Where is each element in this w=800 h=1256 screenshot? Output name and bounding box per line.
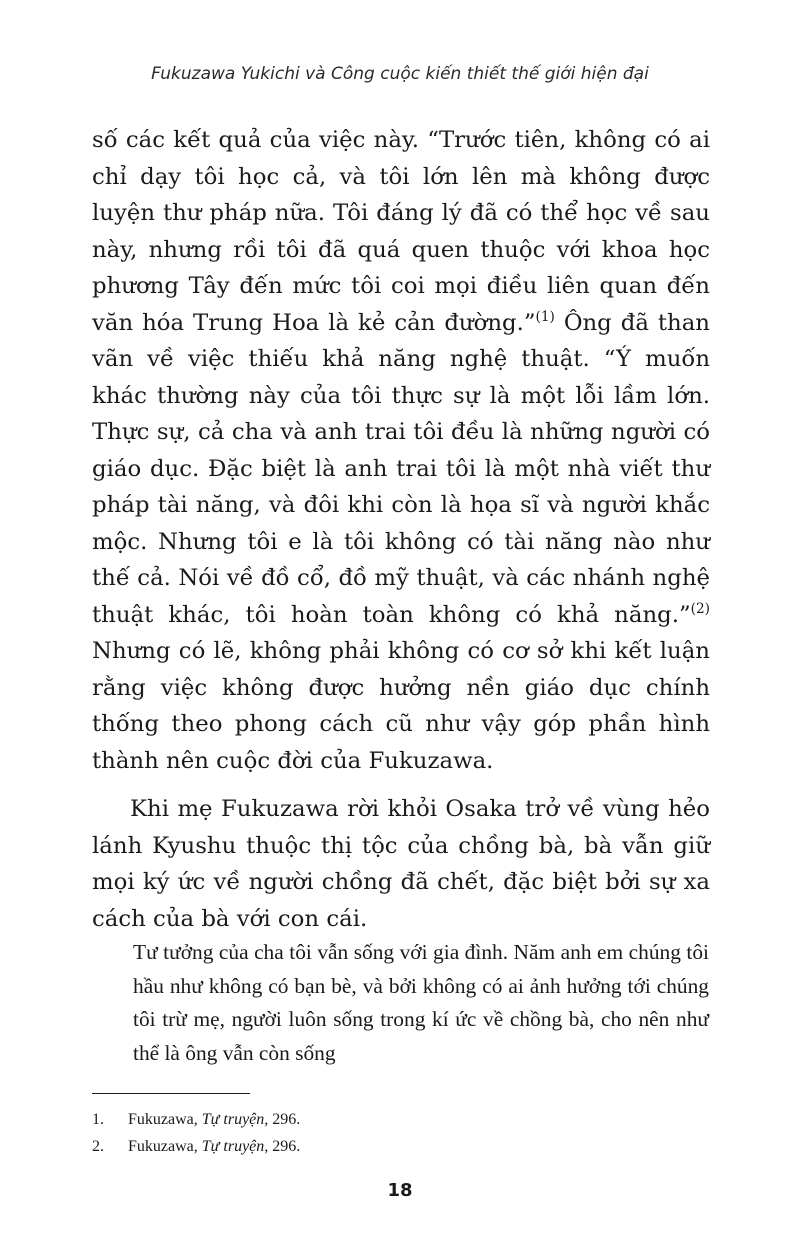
paragraph-text: số các kết quả của việc này. “Trước tiên, không có ai chỉ dạy tôi học cả, và tôi lớn lên mà không được luyện thư pháp nữa. Tôi đáng lý đã có thể học về sau này, nhưng rồi tôi đã quá quen thuộc với khoa học phương Tây đến mức tôi coi mọi điều liên quan đến văn hóa Trung Hoa là kẻ cản đường.” (92, 127, 710, 336)
main-text (92, 122, 710, 937)
footnote-page: , 296. (264, 1138, 301, 1155)
quote-text: Tư tưởng của cha tôi vẫn sống với gia đình. Năm anh em chúng tôi hầu như không có bạn bè, và bởi không có ai ảnh hưởng tới chúng tôi trừ mẹ, người luôn sống trong kí ức về chồng bà, cho nên như thể là ông vẫn còn sống (133, 940, 709, 1065)
footnote-author: Fukuzawa, (128, 1138, 202, 1155)
footnote-text (128, 1133, 300, 1160)
footnote-ref: (1) (535, 308, 555, 325)
block-quote (133, 936, 709, 1070)
footnote-text (128, 1106, 300, 1133)
paragraph-text: Nhưng có lẽ, không phải không có cơ sở khi kết luận rằng việc không được hưởng nền giáo dục chính thống theo phong cách cũ như vậy góp phần hình thành nên cuộc đời của Fukuzawa. (92, 638, 710, 774)
footnote-ref: (2) (690, 600, 710, 617)
footnote-number: 2. (92, 1138, 104, 1155)
footnote-title: Tự truyện (201, 1111, 265, 1128)
footnote-item (92, 1106, 710, 1133)
page-number: 18 (387, 1180, 413, 1201)
footnote-page: , 296. (264, 1111, 301, 1128)
footnote-divider (92, 1093, 250, 1094)
running-header: Fukuzawa Yukichi và Công cuộc kiến thiết thế giới hiện đại (151, 64, 649, 84)
footnote-number: 1. (92, 1111, 104, 1128)
paragraph (92, 122, 710, 779)
paragraph: Khi mẹ Fukuzawa rời khỏi Osaka trở về vùng hẻo lánh Kyushu thuộc thị tộc của chồng bà, bà vẫn giữ mọi ký ức về người chồng đã chết, đặc biệt bởi sự xa cách của bà với con cái. (92, 796, 710, 932)
footnote-title: Tự truyện (201, 1138, 265, 1155)
footnotes (92, 1106, 710, 1160)
paragraph-text: Ông đã than vãn về việc thiếu khả năng nghệ thuật. “Ý muốn khác thường này của tôi thực sự là một lỗi lầm lớn. Thực sự, cả cha và anh trai tôi đều là những người có giáo dục. Đặc biệt là anh trai tôi là một nhà viết thư pháp tài năng, và đôi khi còn là họa sĩ và người khắc mộc. Nhưng tôi e là tôi không có tài năng nào như thế cả. Nói về đồ cổ, đồ mỹ thuật, và các nhánh nghệ thuật khác, tôi hoàn toàn không có khả năng.” (92, 309, 710, 628)
footnote-item (92, 1133, 710, 1160)
footnote-author: Fukuzawa, (128, 1111, 202, 1128)
